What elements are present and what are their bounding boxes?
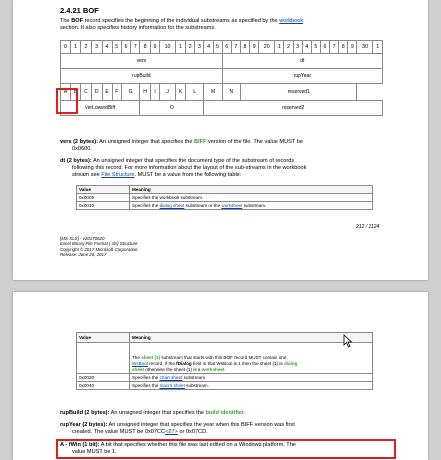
field-G: G [121,84,139,101]
table-row: 0x0020 Specifies the chart sheet substream. [77,374,373,382]
bit-number: 5 [311,41,320,54]
bit-number: 1 [71,41,81,54]
col-header-value: Value [77,186,130,194]
bof-bit-diagram [60,40,383,116]
col-header-value: Value [77,333,130,343]
bit-number: 3 [293,41,302,54]
field-dt: dt [222,54,382,69]
bit-number: 3 [91,41,102,54]
bit-number: 2 [81,41,92,54]
field-vers: vers [61,54,223,69]
fwin-description: A - fWin (1 bit): A bit that specifies whether this file was last edited on a Windows platform. The value MUST be 1. [60,442,296,455]
chart-sheet-link[interactable]: chart sheet [159,375,183,380]
intro-paragraph: The BOF record specifies the beginning of the individual substreams as specified by the workbook section. It also specifies history information for the substreams. [60,18,304,31]
field-L: L [186,84,204,101]
mouse-cursor-icon [343,334,353,348]
bit-number: 7 [330,41,339,54]
section-title: 2.4.21 BOF [60,6,99,15]
bit-number: 8 [339,41,348,54]
bit-number: 9 [150,41,159,54]
wsbool-link[interactable]: WsBool [132,361,148,366]
field-A: A [61,84,71,101]
bit-number: 3 [195,41,204,54]
bit-number-row [61,41,383,54]
bit-number: 0 [61,41,71,54]
field-M: M [204,84,222,101]
bit-number: 1 [373,41,383,54]
rupyear-description: rupYear (2 bytes): An unsigned integer that specifies the year when this BIFF version was first created. The value MUST be 0x07CC<27> or 0x07CD. [60,422,295,435]
bit-number: 6 [320,41,329,54]
field-H: H [140,84,151,101]
bit-number: 8 [240,41,249,54]
table-row: 0x0010 Specifies the dialog sheet substream or the worksheet substream. [77,202,373,210]
field-K: K [176,84,186,101]
field-rupyear: rupYear [222,69,382,84]
field-I: I [150,84,159,101]
bit-number: 7 [231,41,240,54]
bit-number: 8 [140,41,151,54]
bit-number: 9 [348,41,357,54]
bit-number: 5 [213,41,222,54]
bit-number: 2 [284,41,293,54]
rupbuild-description: rupBuild (2 bytes): An unsigned integer that specifies the build identifier. [60,410,246,416]
bit-number: 4 [302,41,311,54]
workbook-link[interactable]: workbook [279,18,304,24]
worksheet-link[interactable]: worksheet [221,203,243,208]
bit-number: 5 [112,41,121,54]
field-B: B [71,84,81,101]
bit-number: 30 [357,41,373,54]
page-footer: [MS-XLS] - v20170620 Excel Binary File Format (.xls) Structure Copyright © 2017 Microsoft Corporation Release: June 20, 2017 [60,236,138,258]
bit-number: 6 [121,41,130,54]
field-rupbuild: rupBuild [61,69,223,84]
table-row: 0x0005 Specifies the workbook substream. [77,194,373,202]
vers-description: vers (2 bytes): An unsigned integer that specifies the BIFF version of the file. The value MUST be 0x0600. [60,139,303,152]
bit-number: 1 [176,41,186,54]
bit-number: 4 [102,41,112,54]
field-O: O [140,101,204,116]
bit-number: 4 [204,41,213,54]
bit-number: 20 [259,41,275,54]
bit-number: 10 [160,41,176,54]
macro-sheet-link[interactable]: macro sheet [159,383,185,388]
field-D: D [91,84,102,101]
field-C: C [81,84,92,101]
pdf-page-213 [13,292,428,460]
row-flags [61,84,383,101]
page-number: 212 / 1124 [356,224,380,230]
row-rupbuild-rupyear [61,69,383,84]
bit-number: 7 [131,41,140,54]
dt-value-table [76,185,373,210]
field-verlowestbiff: verLowestBiff [61,101,140,116]
highlight-field-A [56,88,78,114]
field-E: E [102,84,112,101]
row-vers-dt [61,54,383,69]
field-reserved2: reserved2 [204,101,383,116]
field-J: J [160,84,176,101]
table-row: 0x0040 Specifies the macro sheet substream. [77,382,373,390]
bit-number: 2 [186,41,195,54]
dt-value-table-continued [76,332,373,390]
file-structure-link[interactable]: File Structure [101,172,135,178]
highlight-fwin [56,439,396,459]
footnote-27-link[interactable]: <27> [165,429,178,435]
field-N: N [222,84,240,101]
bit-number: 1 [275,41,284,54]
col-header-meaning: Meaning [130,186,373,194]
dt-description: dt (2 bytes): An unsigned integer that specifies the document type of the substream of records following this record. For more information about the layout of the sub-streams in the workbook stream see File Structure. MUST be a value from the following table: [60,158,307,178]
col-header-meaning: Meaning [130,333,373,343]
row-verlowestbiff [61,101,383,116]
dialog-sheet-link[interactable]: dialog sheet [159,203,185,208]
pdf-page-212 [13,0,428,280]
table-row: The sheet (1) substream that starts with this BOF record MUST contain one WsBool record. If the fDialog field in that WsBool is 1 then the sheet (1) is dialog sheet otherwise the sheet (1) is a worksheet. [77,343,373,374]
field-F: F [112,84,121,101]
field-reserved1: reserved1 [240,84,357,101]
bit-number: 9 [250,41,259,54]
bit-number: 6 [222,41,231,54]
